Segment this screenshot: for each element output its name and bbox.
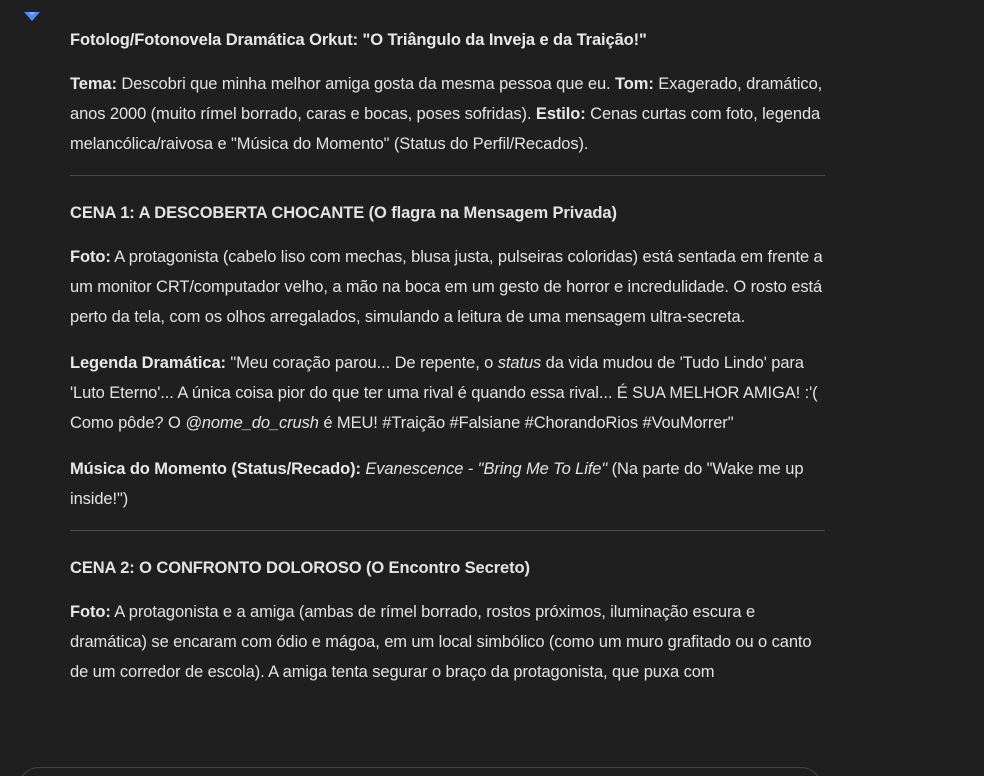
tema-label: Tema: [70,75,117,93]
tom-text: Exagerado, dramático, anos 2000 (muito rímel borrado, caras e bocas, poses sofridas). [70,75,823,123]
estilo-text: Cenas curtas com foto, legenda melancólica/raivosa e "Música do Momento" (Status do Perfil/Recados). [70,105,821,153]
divider [70,530,825,531]
foto-text: A protagonista (cabelo liso com mechas, blusa justa, pulseiras coloridas) está sentada em frente a um monitor CRT/computador velho, a mão na boca em um gesto de horror e incredulidade. O rosto está perto da tela, com os olhos arregalados, simulando a leitura de uma mensagem ultra-secreta. [70,248,823,326]
legenda-hashtags: é MEU! #Traição #Falsiane #ChorandoRios #VouMorrer" [318,414,734,432]
scene1-musica-paragraph [70,454,830,514]
legenda-text: "Meu coração parou... De repente, o [225,354,498,372]
document-title: Fotolog/Fotonovela Dramática Orkut: "O Triângulo da Inveja e da Traição!" [70,31,647,49]
foto-label: Foto: [70,603,111,621]
foto-text: A protagonista e a amiga (ambas de rímel borrado, rostos próximos, iluminação escura e dramática) se encaram com ódio e mágoa, em um local simbólico (como um muro grafitado ou o canto de um corredor de escola). A amiga tenta segurar o braço da protagonista, que puxa com [70,603,812,681]
legenda-status-word: status [497,354,542,372]
crush-mention: @nome_do_crush [185,414,319,432]
scene2-heading: CENA 2: O CONFRONTO DOLOROSO (O Encontro Secreto) [70,559,530,577]
estilo-label: Estilo: [535,105,586,123]
scene1-foto-paragraph [70,242,830,332]
legenda-text: da vida mudou de 'Tudo Lindo' para 'Luto Eterno'... A única coisa pior do que ter uma rival é quando essa rival... É SUA MELHOR AMIGA! :'( Como pôde? O [70,354,818,432]
chevron-down-icon[interactable] [24,12,40,22]
tema-text: Descobri que minha melhor amiga gosta da mesma pessoa que eu. [116,75,616,93]
scene1-legenda-paragraph [70,348,830,438]
intro-paragraph [70,69,830,159]
legenda-label: Legenda Dramática: [70,354,226,372]
response-content [70,27,830,703]
foto-label: Foto: [70,248,111,266]
tom-label: Tom: [615,75,654,93]
scene2-foto-paragraph [70,597,830,687]
scene1-heading: CENA 1: A DESCOBERTA CHOCANTE (O flagra na Mensagem Privada) [70,204,617,222]
musica-note: (Na parte do "Wake me up inside!") [70,460,804,508]
musica-song: Evanescence - "Bring Me To Life" [360,460,608,478]
musica-label: Música do Momento (Status/Recado): [70,460,361,478]
prompt-input-box[interactable] [18,767,822,776]
divider [70,175,825,176]
